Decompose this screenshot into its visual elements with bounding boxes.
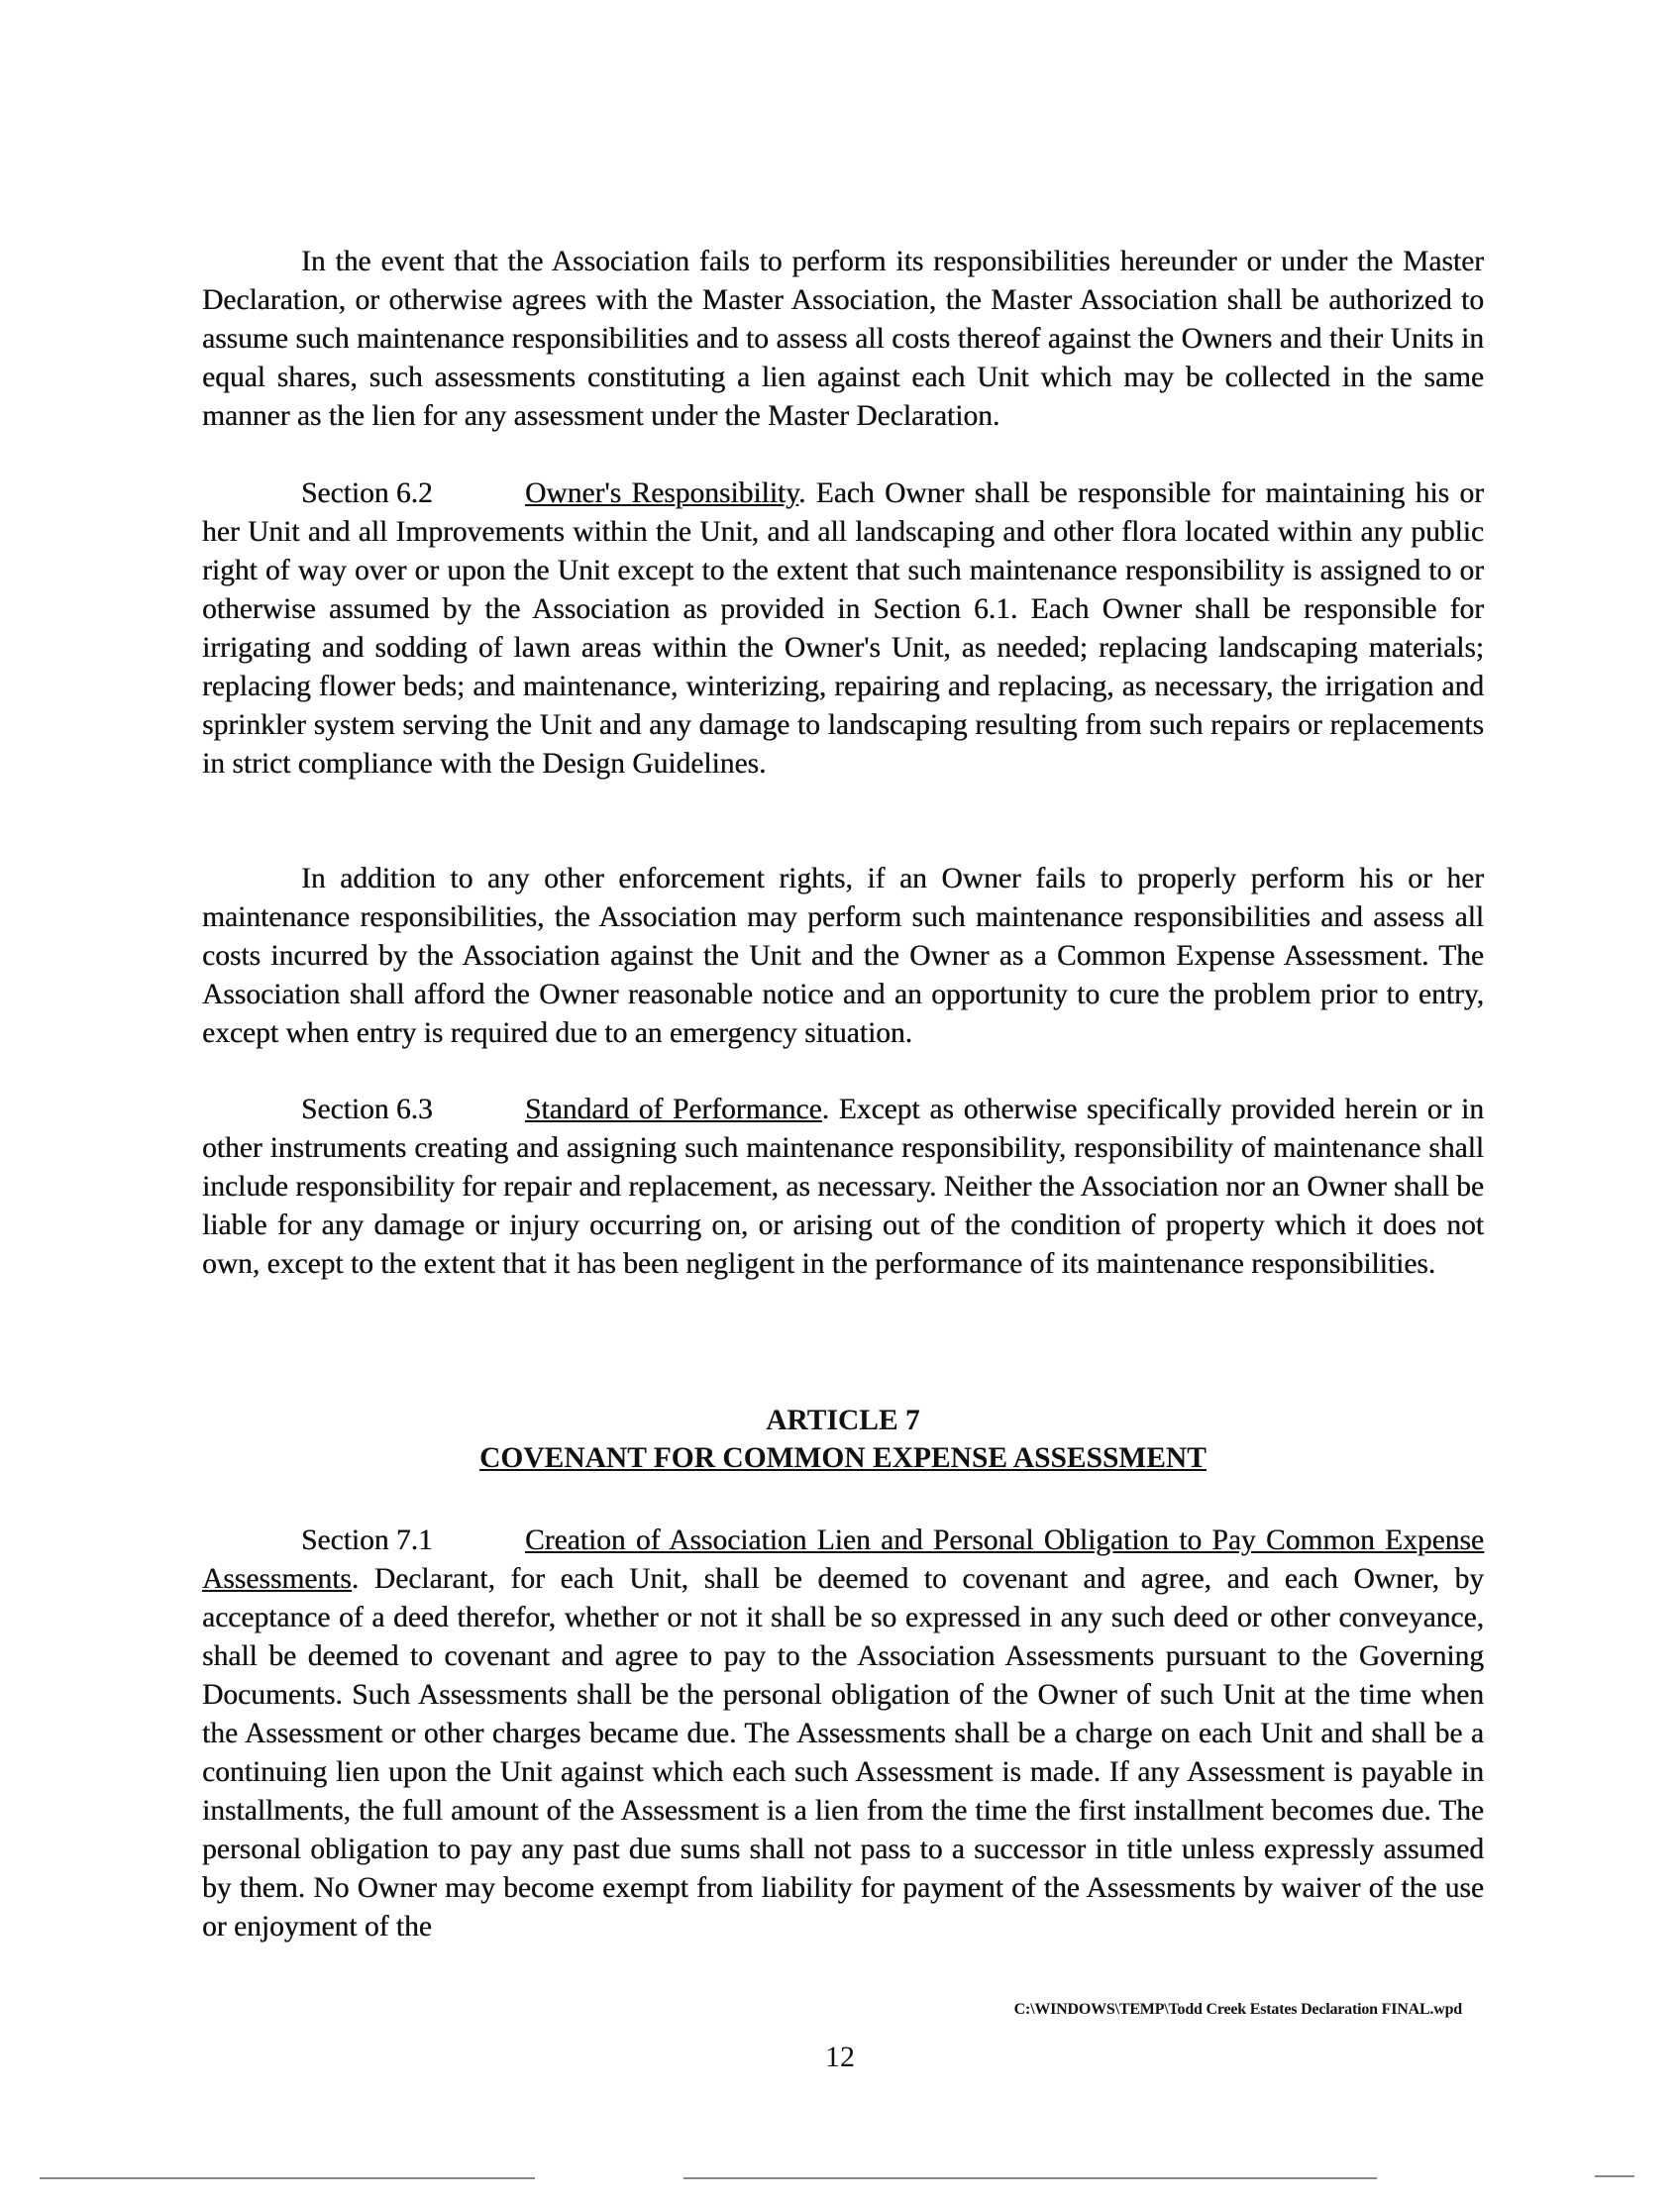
footer-file-path: C:\WINDOWS\TEMP\Todd Creek Estates Declaration FINAL.wpd <box>1013 2001 1462 2018</box>
paragraph-text: In the event that the Association fails to perform its responsibilities hereunder or under the Master Declaration, or otherwise agrees with the Master Association, the Master Association shall be authorized to assume such maintenance responsibilities and to assess all costs thereof against the Owners and their Units in equal shares, such assessments constituting a lien against each Unit which may be collected in the same manner as the lien for any assessment under the Master Declaration. <box>202 246 1484 432</box>
section-title: Creation of Association Lien and Personal Obligation to Pay Common Expense Assessments <box>202 1524 1484 1595</box>
section-title: Owner's Responsibility <box>525 477 798 509</box>
scan-artifact-line <box>40 2177 535 2179</box>
section-text: . Declarant, for each Unit, shall be deemed to covenant and agree, and each Owner, by acceptance of a deed therefor, whether or not it shall be so expressed in any such deed or other conveyance, shall be deemed to covenant and agree to pay to the Association Assessments pursuant to the Governing Documents. Such Assessments shall be the personal obligation of the Owner of such Unit at the time when the Assessment or other charges became due. The Assessments shall be a charge on each Unit and shall be a continuing lien upon the Unit against which each such Assessment is made. If any Assessment is payable in installments, the full amount of the Assessment is a lien from the time the first installment becomes due. The personal obligation to pay any past due sums shall not pass to a successor in title unless expressly assumed by them. No Owner may become exempt from liability for payment of the Assessments by waiver of the use or enjoyment of the <box>202 1563 1484 1943</box>
scan-artifact-line <box>683 2177 1377 2179</box>
scan-artifact-line <box>1595 2175 1634 2177</box>
page-number: 12 <box>825 2041 855 2073</box>
article-title: COVENANT FOR COMMON EXPENSE ASSESSMENT <box>479 1442 1207 1474</box>
paragraph-master-association <box>202 243 1484 436</box>
article-number: ARTICLE 7 <box>766 1405 920 1436</box>
section-text: . Except as otherwise specifically provided herein or in other instruments creating and assigning such maintenance responsibility, responsibility of maintenance shall include responsibility for repair and replacement, as necessary. Neither the Association nor an Owner shall be liable for any damage or injury occurring on, or arising out of the condition of property which it does not own, except to the extent that it has been negligent in the performance of its maintenance responsibilities. <box>202 1094 1484 1280</box>
article-7-heading <box>202 1402 1484 1477</box>
section-number: Section 6.3 <box>301 1094 433 1125</box>
section-number: Section 7.1 <box>301 1524 433 1556</box>
section-6-2 <box>202 474 1484 784</box>
paragraph-enforcement-rights <box>202 860 1484 1053</box>
section-number: Section 6.2 <box>301 477 433 509</box>
section-6-3 <box>202 1091 1484 1284</box>
section-7-1 <box>202 1522 1484 1946</box>
section-title: Standard of Performance <box>525 1094 822 1125</box>
paragraph-text: In addition to any other enforcement rights, if an Owner fails to properly perform his or her maintenance responsibilities, the Association may perform such maintenance responsibilities and assess all costs incurred by the Association against the Unit and the Owner as a Common Expense Assessment. The Association shall afford the Owner reasonable notice and an opportunity to cure the problem prior to entry, except when entry is required due to an emergency situation. <box>202 863 1484 1049</box>
section-text: . Each Owner shall be responsible for maintaining his or her Unit and all Improvements within the Unit, and all landscaping and other flora located within any public right of way over or upon the Unit except to the extent that such maintenance responsibility is assigned to or otherwise assumed by the Association as provided in Section 6.1. Each Owner shall be responsible for irrigating and sodding of lawn areas within the Owner's Unit, as needed; replacing landscaping materials; replacing flower beds; and maintenance, winterizing, repairing and replacing, as necessary, the irrigation and sprinkler system serving the Unit and any damage to landscaping resulting from such repairs or replacements in strict compliance with the Design Guidelines. <box>202 477 1484 780</box>
